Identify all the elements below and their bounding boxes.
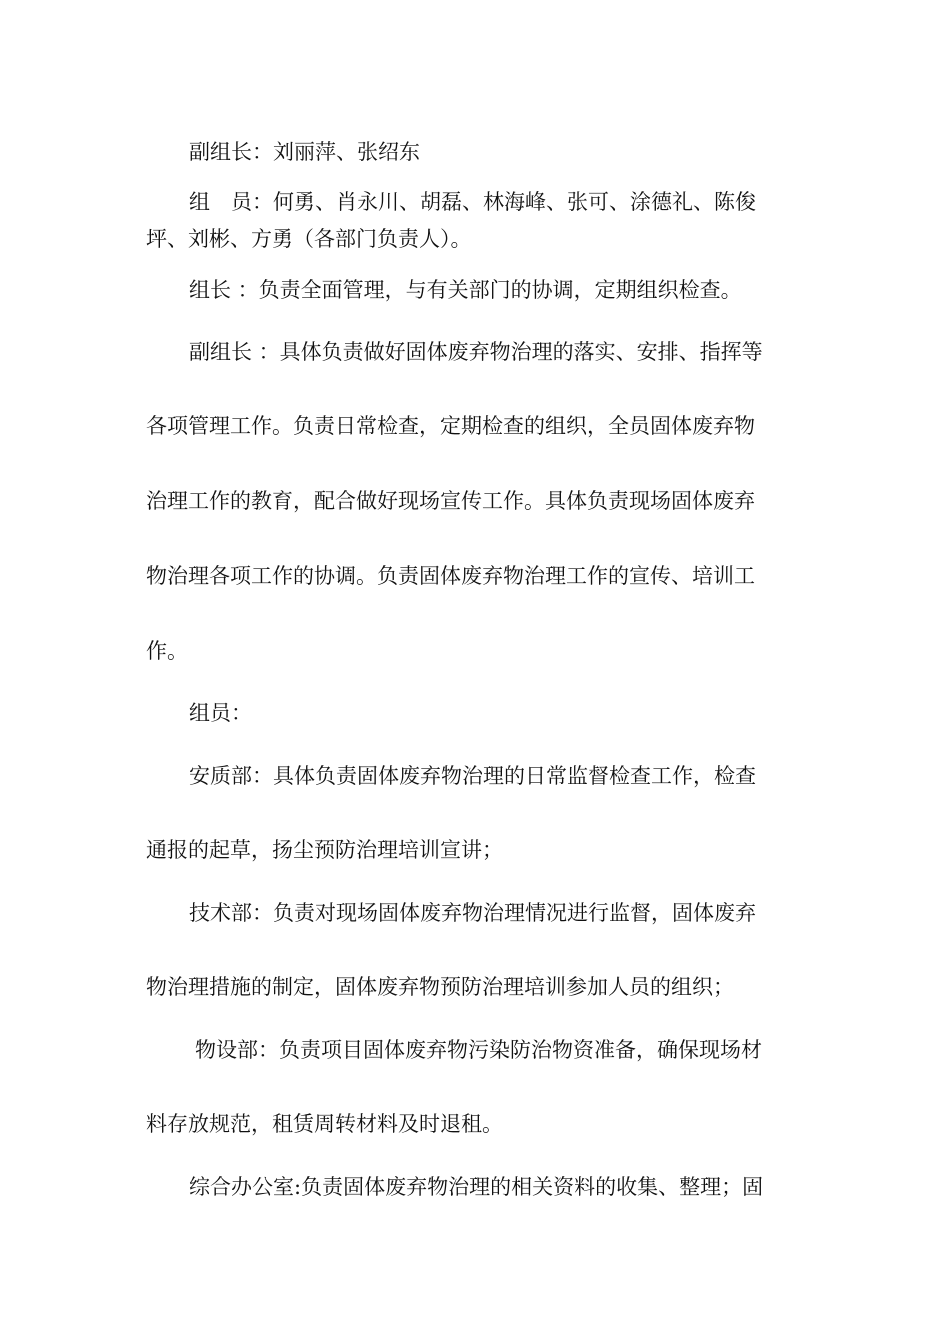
materials-dept-line-2: 料存放规范，租赁周转材料及时退租。 bbox=[146, 1112, 503, 1136]
deputy-duty-line-4: 物治理各项工作的协调。负责固体废弃物治理工作的宣传、培训工 bbox=[146, 564, 755, 588]
deputy-duty-line-2: 各项管理工作。负责日常检查，定期检查的组织，全员固体废弃物 bbox=[146, 414, 755, 438]
members-heading: 组员： bbox=[189, 701, 252, 725]
members-line-2: 坪、刘彬、方勇（各部门负责人）。 bbox=[146, 227, 472, 251]
leader-duty-line: 组长 ：负责全面管理，与有关部门的协调，定期组织检查。 bbox=[189, 278, 742, 302]
deputy-duty-line-1: 副组长 ：具体负责做好固体废弃物治理的落实、安排、指挥等 bbox=[189, 340, 763, 364]
deputy-duty-line-3: 治理工作的教育，配合做好现场宣传工作。具体负责现场固体废弃 bbox=[146, 489, 755, 513]
deputy-duty-line-5: 作。 bbox=[146, 639, 188, 663]
deputy-leaders-line: 副组长：刘丽萍、张绍东 bbox=[189, 140, 420, 164]
members-line-1: 组 员：何勇、肖永川、胡磊、林海峰、张可、涂德礼、陈俊 bbox=[189, 190, 756, 214]
safety-dept-line-2: 通报的起草，扬尘预防治理培训宣讲； bbox=[146, 838, 503, 862]
materials-dept-line-1: 物设部：负责项目固体废弃物污染防治物资准备，确保现场材 bbox=[195, 1038, 762, 1062]
safety-dept-line-1: 安质部：具体负责固体废弃物治理的日常监督检查工作，检查 bbox=[189, 764, 756, 788]
tech-dept-line-2: 物治理措施的制定，固体废弃物预防治理培训参加人员的组织； bbox=[146, 975, 734, 999]
tech-dept-line-1: 技术部：负责对现场固体废弃物治理情况进行监督，固体废弃 bbox=[189, 901, 756, 925]
office-dept-line-1: 综合办公室:负责固体废弃物治理的相关资料的收集、整理；固 bbox=[189, 1175, 764, 1199]
